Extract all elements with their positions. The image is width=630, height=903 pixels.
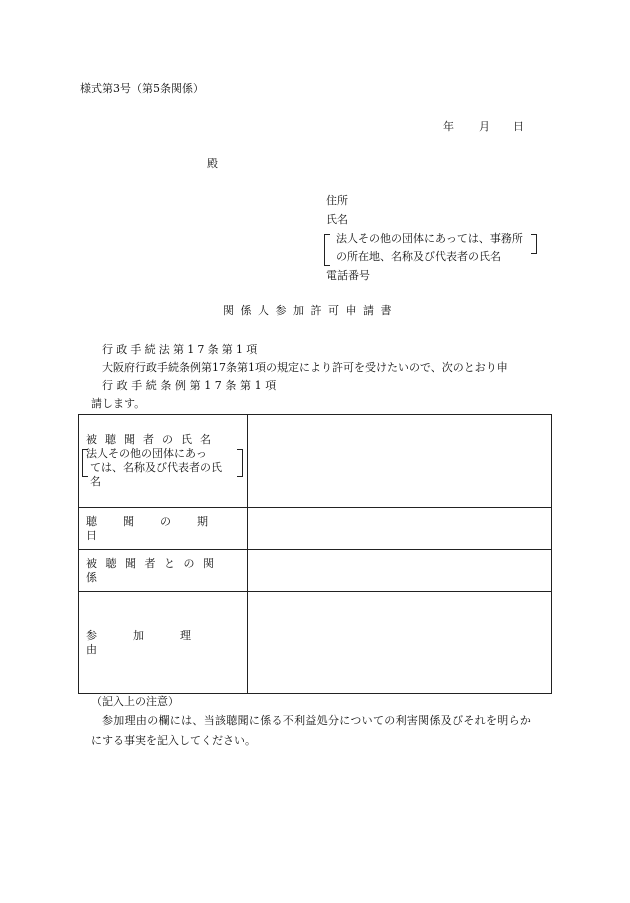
table-row [79, 415, 552, 508]
date-year-label: 年 [443, 120, 454, 133]
law-line2-ordinance: 大阪府行政手続条例第17条第1項 [102, 361, 266, 374]
law-line4: 請します。 [91, 397, 146, 410]
date-day-label: 日 [513, 120, 524, 133]
corp-note-bracket-left [324, 234, 330, 266]
addressee-suffix: 殿 [207, 157, 218, 170]
reason-label-cell [79, 592, 248, 694]
subject-note-bracket-right [237, 449, 243, 477]
corp-note-line1: 法人その他の団体にあっては、事務所 [336, 232, 523, 245]
table-row [79, 550, 552, 592]
law-line2 [102, 361, 508, 375]
law-line3: 行政手続条例第17条第1項 [102, 379, 280, 392]
reason-value-cell[interactable] [248, 592, 552, 694]
subject-name-label [86, 433, 241, 447]
form-number: 様式第3号（第5条関係） [80, 82, 204, 95]
hearing-date-label: 聴聞の期日 [86, 514, 234, 542]
relationship-label-cell [79, 550, 248, 592]
corp-note-bracket-right [531, 234, 537, 254]
subject-name-value-cell[interactable] [248, 415, 552, 508]
phone-label: 電話番号 [326, 269, 370, 282]
address-label: 住所 [326, 194, 348, 207]
table-row [79, 508, 552, 550]
date-month-label: 月 [479, 120, 490, 133]
notes-line2: にする事実を記入してください。 [91, 734, 256, 747]
subject-name-label-cell [79, 415, 248, 508]
relationship-label: 被聴聞者との関係 [86, 556, 223, 584]
application-table [78, 414, 552, 694]
reason-label: 参加理由 [86, 628, 227, 656]
relationship-value-cell[interactable] [248, 550, 552, 592]
table-row [79, 592, 552, 694]
subject-name-note-line2: ては、名称及び代表者の氏 [90, 461, 222, 474]
subject-name-text: 被聴聞者の氏名 [86, 433, 219, 446]
subject-note-bracket-left [82, 449, 88, 477]
law-line2-text: の規定により許可を受けたいので、次のとおり申 [266, 361, 508, 374]
subject-name-note-line3: 名 [90, 475, 101, 488]
corp-note-line2: の所在地、名称及び代表者の氏名 [336, 250, 501, 263]
name-label: 氏名 [326, 213, 348, 226]
subject-name-note-line1: 法人その他の団体にあっ [86, 447, 207, 460]
notes-line1: 参加理由の欄には、当該聴聞に係る不利益処分についての利害関係及びそれを明らか [102, 714, 532, 727]
document-title-text: 関係人参加許可申請書 [223, 304, 398, 317]
notes-heading: （記入上の注意） [91, 695, 179, 708]
document-title [223, 304, 400, 318]
hearing-date-label-cell [79, 508, 248, 550]
hearing-date-value-cell[interactable] [248, 508, 552, 550]
law-line1: 行政手続法第17条第1項 [102, 343, 261, 356]
